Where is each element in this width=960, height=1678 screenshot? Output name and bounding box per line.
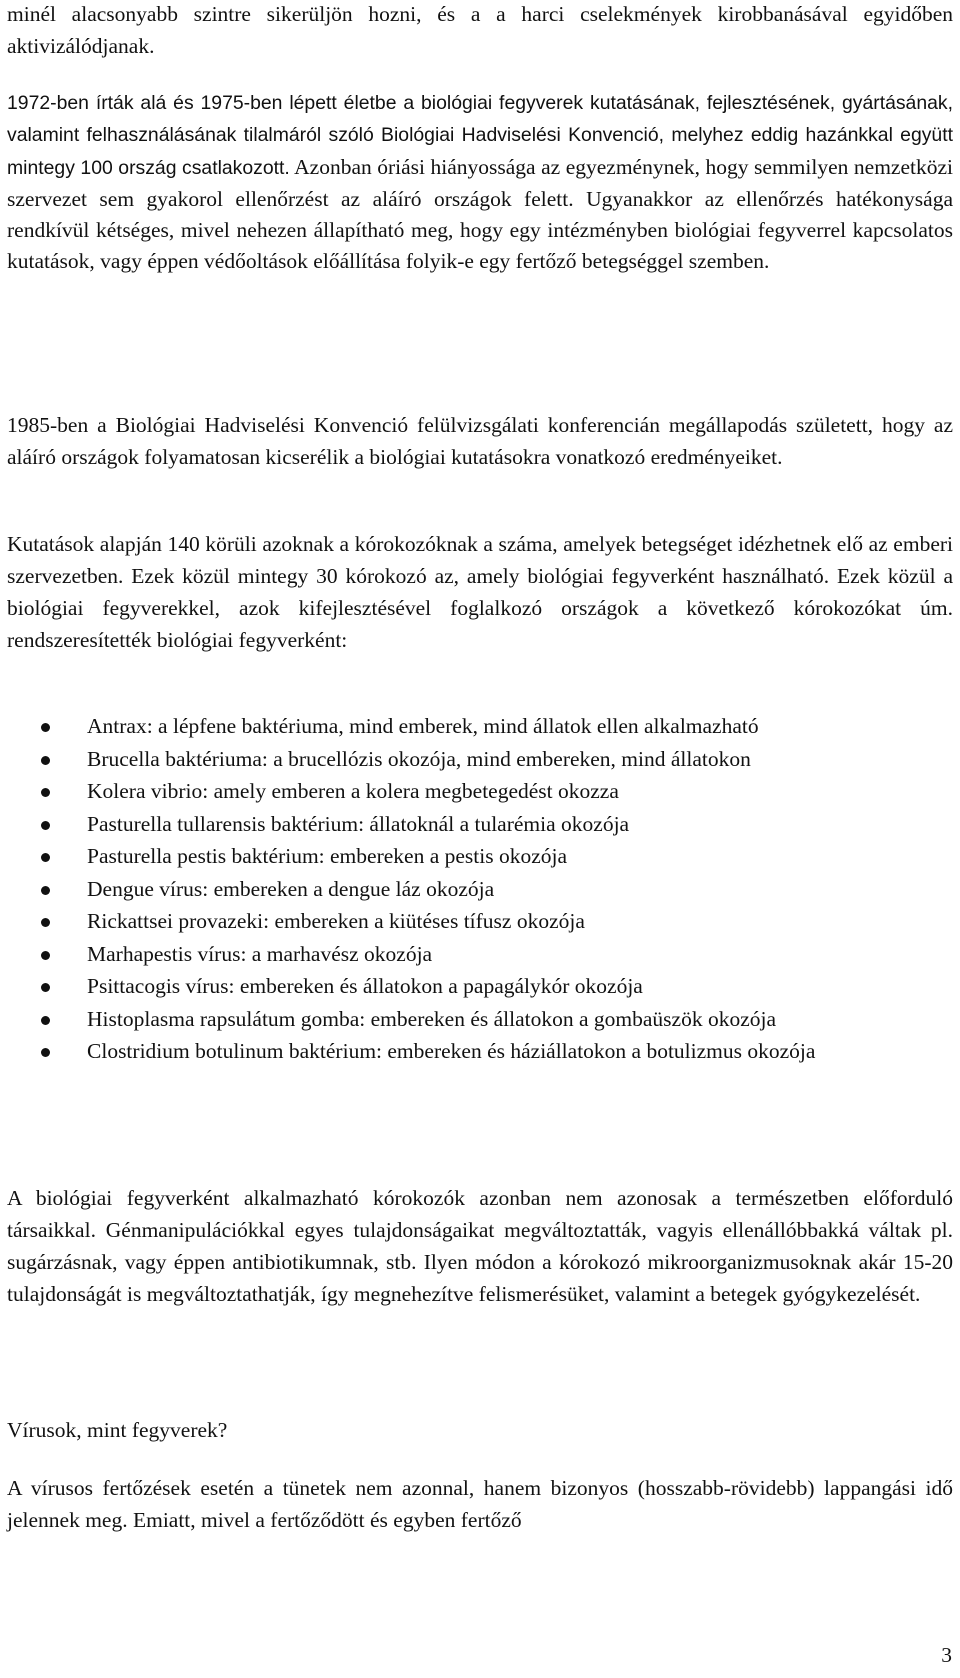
list-item-text: Dengue vírus: embereken a dengue láz okozója	[87, 876, 495, 901]
bullet-icon	[41, 1016, 50, 1025]
list-item	[7, 1035, 953, 1068]
bullet-icon	[41, 788, 50, 797]
paragraph-convention-1972-serif-part: Azonban óriási hiányossága az egyezménynek, hogy semmilyen nemzetközi szervezet sem gyakorol ellenőrzést az aláíró országok felett. Ugyanakkor az ellenőrzés hatékonysága rendkívül kétséges, mivel nehezen állapítható meg, hogy egy intézményben biológiai fegyverrel kapcsolatos kutatások, vagy éppen védőoltások előállítása folyik-e egy fertőző betegséggel szemben.	[7, 154, 953, 274]
list-item	[7, 840, 953, 873]
pathogen-list	[7, 710, 953, 1068]
bullet-icon	[41, 853, 50, 862]
paragraph-convention-1972-sans-part: 1972-ben írták alá és 1975-ben lépett életbe a biológiai fegyverek kutatásának, fejlesztésének, gyártásának, valamint felhasználásának tilalmáról szóló Biológiai Hadviselési Konvenció, melyhez eddig hazánkkal együtt mintegy 100 ország csatlakozott.	[7, 92, 953, 179]
list-item-text: Clostridium botulinum baktérium: embereken és háziállatokon a botulizmus okozója	[87, 1039, 816, 1063]
list-item-text: Kolera vibrio: amely emberen a kolera megbetegedést okozza	[87, 779, 619, 803]
bullet-icon	[41, 983, 50, 992]
list-item-text: Marhapestis vírus: a marhavész okozója	[87, 941, 433, 966]
list-item	[7, 743, 953, 776]
list-item	[7, 905, 953, 938]
paragraph-pathogens: Kutatások alapján 140 körüli azoknak a kórokozóknak a száma, amelyek betegséget idézhetnek elő az emberi szervezetben. Ezek közül mintegy 30 kórokozó az, amely biológiai fegyverként használható. Ezek közül a biológiai fegyverekkel, azok kifejlesztésével foglalkozó országok a következő kórokozókat úm. rendszeresítették biológiai fegyverként:	[7, 532, 953, 652]
paragraph-gene-manipulation: A biológiai fegyverként alkalmazható kórokozók azonban nem azonosak a természetben előforduló társaikkal. Génmanipulációkkal egyes tulajdonságaikat megváltoztatták, vagyis ellenállóbbakká váltak pl. sugárzásnak, vagy éppen antibiotikumnak, stb. Ilyen módon a kórokozó mikroorganizmusoknak akár 15-20 tulajdonságát is megváltoztathatják, így megnehezítve felismerésüket, valamint a betegek gyógykezelését.	[7, 1186, 953, 1306]
page-number: 3	[941, 1643, 952, 1667]
bullet-icon	[41, 756, 50, 765]
list-item-text: Psittacogis vírus: embereken és állatokon a papagálykór okozója	[87, 974, 643, 998]
list-item-text: Histoplasma rapsulátum gomba: embereken és állatokon a gombaüszök okozója	[87, 1006, 777, 1031]
list-item-text: Rickattsei provazeki: embereken a kiütéses tífusz okozója	[87, 909, 585, 933]
bullet-icon	[41, 723, 50, 732]
paragraph-convention-1985: 1985-ben a Biológiai Hadviselési Konvenció felülvizsgálati konferencián megállapodás született, hogy az aláíró országok folyamatosan kicserélik a biológiai kutatásokra vonatkozó eredményeiket.	[7, 413, 953, 469]
bullet-icon	[41, 821, 50, 830]
list-item	[7, 970, 953, 1003]
list-item	[7, 1003, 953, 1036]
list-item	[7, 775, 953, 808]
list-item-text: Pasturella pestis baktérium: embereken a pestis okozója	[87, 844, 568, 868]
paragraph-viral-infections: A vírusos fertőzések esetén a tünetek nem azonnal, hanem bizonyos (hosszabb-rövidebb) lappangási idő jelennek meg. Emiatt, mivel a fertőződött és egyben fertőző	[7, 1476, 953, 1532]
list-item-text: Antrax: a lépfene baktériuma, mind emberek, mind állatok ellen alkalmazható	[87, 714, 759, 738]
list-item	[7, 808, 953, 841]
bullet-icon	[41, 951, 50, 960]
bullet-icon	[41, 886, 50, 895]
list-item	[7, 710, 953, 743]
list-item	[7, 938, 953, 971]
list-item-text: Pasturella tullarensis baktérium: állatoknál a tularémia okozója	[87, 811, 630, 836]
bullet-icon	[41, 1048, 50, 1057]
paragraph-intro-continuation: minél alacsonyabb szintre sikerüljön hozni, és a a harci cselekmények kirobbanásával egyidőben aktivizálódjanak.	[7, 2, 953, 58]
paragraph-convention-1972	[7, 87, 953, 278]
section-heading-viruses: Vírusok, mint fegyverek?	[7, 1418, 228, 1442]
list-item	[7, 873, 953, 906]
list-item-text: Brucella baktériuma: a brucellózis okozója, mind embereken, mind állatokon	[87, 746, 751, 771]
bullet-icon	[41, 918, 50, 927]
